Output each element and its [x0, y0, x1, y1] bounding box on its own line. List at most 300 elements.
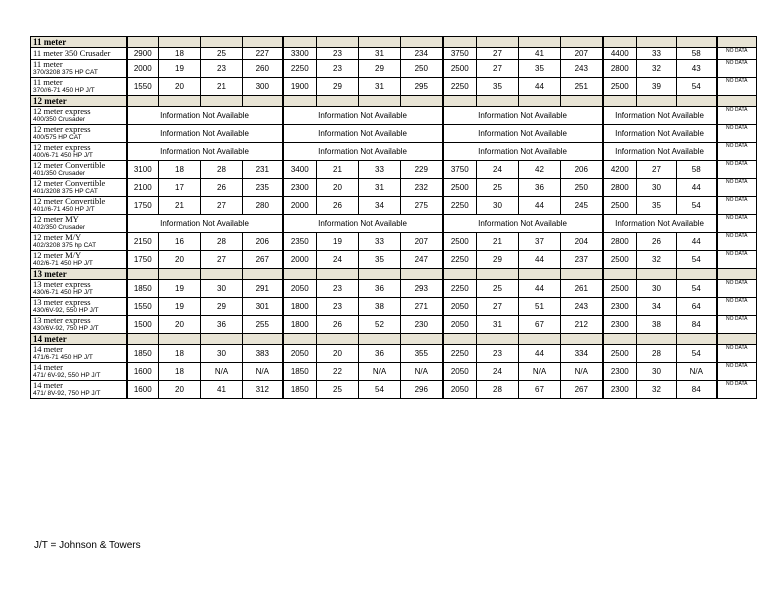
model-name: 12 meter express — [33, 142, 91, 152]
value-cell: 25 — [477, 280, 519, 298]
value-cell: 2100 — [127, 179, 159, 197]
section-spacer-cell — [159, 37, 201, 48]
model-name-cell — [31, 107, 127, 125]
value-cell: 31 — [477, 316, 519, 334]
value-cell: 2250 — [443, 345, 477, 363]
model-name: 13 meter express — [33, 279, 91, 289]
value-cell: 1850 — [283, 381, 317, 399]
model-name-cell — [31, 251, 127, 269]
section-spacer-cell — [201, 269, 243, 280]
no-data-cell: NO DATA — [717, 161, 757, 179]
model-name: 12 meter MY — [33, 214, 79, 224]
value-cell: 2050 — [283, 345, 317, 363]
model-engine: 471/ 8V-92, 750 HP J/T — [33, 390, 101, 397]
value-cell: 18 — [159, 363, 201, 381]
value-cell: 18 — [159, 345, 201, 363]
section-spacer-cell — [159, 269, 201, 280]
section-spacer-cell — [359, 334, 401, 345]
value-cell: 296 — [401, 381, 443, 399]
value-cell: 38 — [359, 298, 401, 316]
model-name-cell — [31, 161, 127, 179]
value-cell: 383 — [243, 345, 283, 363]
model-name-cell — [31, 363, 127, 381]
section-spacer-cell — [317, 334, 359, 345]
value-cell: 250 — [561, 179, 603, 197]
value-cell: 267 — [243, 251, 283, 269]
value-cell: 2500 — [603, 78, 637, 96]
value-cell: 19 — [317, 233, 359, 251]
value-cell: 229 — [401, 161, 443, 179]
model-name-cell — [31, 298, 127, 316]
value-cell: 260 — [243, 60, 283, 78]
section-spacer-cell — [359, 37, 401, 48]
value-cell: 44 — [677, 179, 717, 197]
value-cell: 28 — [201, 233, 243, 251]
not-available-cell: Information Not Available — [443, 125, 603, 143]
value-cell: 21 — [201, 78, 243, 96]
model-name-cell — [31, 345, 127, 363]
value-cell: 21 — [317, 161, 359, 179]
value-cell: 23 — [317, 280, 359, 298]
value-cell: 2500 — [603, 251, 637, 269]
section-spacer-cell — [717, 334, 757, 345]
model-engine: 430/6V-92, 750 HP J/T — [33, 325, 99, 332]
value-cell: 36 — [519, 179, 561, 197]
table-row — [31, 363, 757, 381]
value-cell: 28 — [477, 381, 519, 399]
value-cell: 2800 — [603, 60, 637, 78]
table-row — [31, 179, 757, 197]
model-engine: 400/6-71 450 HP J/T — [33, 152, 93, 159]
not-available-cell: Information Not Available — [127, 215, 283, 233]
model-name-cell — [31, 78, 127, 96]
model-name-cell — [31, 125, 127, 143]
section-spacer-cell — [317, 96, 359, 107]
value-cell: 204 — [561, 233, 603, 251]
value-cell: 18 — [159, 161, 201, 179]
value-cell: 25 — [317, 381, 359, 399]
value-cell: 36 — [359, 280, 401, 298]
section-spacer-cell — [519, 269, 561, 280]
section-spacer-cell — [283, 96, 317, 107]
section-spacer-cell — [401, 334, 443, 345]
value-cell: 41 — [201, 381, 243, 399]
not-available-cell: Information Not Available — [603, 125, 717, 143]
value-cell: 52 — [359, 316, 401, 334]
not-available-cell: Information Not Available — [443, 107, 603, 125]
value-cell: 24 — [477, 363, 519, 381]
model-name: 12 meter express — [33, 106, 91, 116]
section-spacer-cell — [561, 96, 603, 107]
value-cell: 2050 — [443, 298, 477, 316]
value-cell: 271 — [401, 298, 443, 316]
section-spacer-cell — [717, 37, 757, 48]
value-cell: 21 — [477, 233, 519, 251]
value-cell: 36 — [359, 345, 401, 363]
model-engine: 401//6-71 450 HP J/T — [33, 206, 95, 213]
value-cell: 2800 — [603, 179, 637, 197]
not-available-cell: Information Not Available — [443, 143, 603, 161]
no-data-cell: NO DATA — [717, 298, 757, 316]
value-cell: 27 — [477, 48, 519, 60]
table-row — [31, 298, 757, 316]
table-row — [31, 60, 757, 78]
model-engine: 401/350 Crusader — [33, 170, 86, 177]
value-cell: 64 — [677, 298, 717, 316]
model-name-cell — [31, 48, 127, 60]
no-data-cell: NO DATA — [717, 215, 757, 233]
section-spacer-cell — [637, 96, 677, 107]
value-cell: 2800 — [603, 233, 637, 251]
value-cell: 301 — [243, 298, 283, 316]
table-row — [31, 316, 757, 334]
value-cell: 2300 — [603, 381, 637, 399]
section-spacer-cell — [317, 269, 359, 280]
not-available-cell: Information Not Available — [283, 107, 443, 125]
section-header-row — [31, 96, 757, 107]
no-data-cell: NO DATA — [717, 48, 757, 60]
value-cell: 300 — [243, 78, 283, 96]
value-cell: 2250 — [443, 280, 477, 298]
value-cell: 42 — [519, 161, 561, 179]
section-spacer-cell — [717, 96, 757, 107]
value-cell: 30 — [637, 280, 677, 298]
value-cell: 295 — [401, 78, 443, 96]
value-cell: 30 — [637, 363, 677, 381]
value-cell: 44 — [519, 345, 561, 363]
value-cell: 32 — [637, 60, 677, 78]
model-engine: 400/575 HP CAT — [33, 134, 82, 141]
performance-table — [30, 36, 757, 399]
value-cell: 26 — [637, 233, 677, 251]
value-cell: 44 — [519, 251, 561, 269]
value-cell: 44 — [519, 197, 561, 215]
value-cell: 2000 — [127, 60, 159, 78]
table-row — [31, 197, 757, 215]
model-name: 12 meter M/Y — [33, 250, 82, 260]
not-available-cell: Information Not Available — [127, 143, 283, 161]
value-cell: 2350 — [283, 233, 317, 251]
value-cell: 34 — [359, 197, 401, 215]
value-cell: 2000 — [283, 251, 317, 269]
model-name-cell — [31, 179, 127, 197]
not-available-cell: Information Not Available — [603, 143, 717, 161]
section-spacer-cell — [443, 269, 477, 280]
value-cell: 27 — [201, 197, 243, 215]
value-cell: 26 — [317, 197, 359, 215]
no-data-cell: NO DATA — [717, 60, 757, 78]
value-cell: 2250 — [283, 60, 317, 78]
value-cell: 26 — [317, 316, 359, 334]
value-cell: 23 — [317, 48, 359, 60]
section-spacer-cell — [201, 96, 243, 107]
not-available-cell: Information Not Available — [603, 215, 717, 233]
value-cell: 243 — [561, 298, 603, 316]
model-name: 12 meter Convertible — [33, 160, 106, 170]
value-cell: 235 — [243, 179, 283, 197]
value-cell: 23 — [201, 60, 243, 78]
value-cell: 2300 — [603, 298, 637, 316]
value-cell: 39 — [637, 78, 677, 96]
not-available-cell: Information Not Available — [603, 107, 717, 125]
value-cell: 2250 — [443, 197, 477, 215]
value-cell: 20 — [159, 251, 201, 269]
no-data-cell: NO DATA — [717, 143, 757, 161]
value-cell: 2000 — [283, 197, 317, 215]
value-cell: 1800 — [283, 316, 317, 334]
value-cell: 1600 — [127, 363, 159, 381]
section-spacer-cell — [677, 334, 717, 345]
model-engine: 430/6-71 450 HP J/T — [33, 289, 93, 296]
value-cell: 32 — [637, 381, 677, 399]
section-spacer-cell — [637, 269, 677, 280]
no-data-cell: NO DATA — [717, 107, 757, 125]
table-row — [31, 215, 757, 233]
value-cell: 23 — [317, 298, 359, 316]
model-name: 14 meter — [33, 380, 63, 390]
value-cell: 230 — [401, 316, 443, 334]
value-cell: 261 — [561, 280, 603, 298]
table-row — [31, 161, 757, 179]
value-cell: 312 — [243, 381, 283, 399]
value-cell: 2050 — [443, 363, 477, 381]
not-available-cell: Information Not Available — [283, 215, 443, 233]
footnote: J/T = Johnson & Towers — [34, 540, 141, 551]
section-spacer-cell — [561, 269, 603, 280]
value-cell: 334 — [561, 345, 603, 363]
section-spacer-cell — [201, 37, 243, 48]
value-cell: 27 — [477, 298, 519, 316]
value-cell: 36 — [201, 316, 243, 334]
value-cell: 16 — [159, 233, 201, 251]
value-cell: 231 — [243, 161, 283, 179]
value-cell: 54 — [677, 197, 717, 215]
value-cell: 2300 — [603, 316, 637, 334]
value-cell: 267 — [561, 381, 603, 399]
section-spacer-cell — [127, 269, 159, 280]
table-row — [31, 381, 757, 399]
section-spacer-cell — [477, 37, 519, 48]
value-cell: 293 — [401, 280, 443, 298]
section-spacer-cell — [243, 37, 283, 48]
value-cell: 2500 — [443, 179, 477, 197]
section-spacer-cell — [401, 37, 443, 48]
value-cell: 44 — [519, 78, 561, 96]
value-cell: 29 — [317, 78, 359, 96]
value-cell: 3400 — [283, 161, 317, 179]
table-row — [31, 107, 757, 125]
section-spacer-cell — [677, 37, 717, 48]
value-cell: 1550 — [127, 78, 159, 96]
model-engine: 402/350 Crusader — [33, 224, 86, 231]
value-cell: 37 — [519, 233, 561, 251]
value-cell: 2500 — [603, 280, 637, 298]
value-cell: 27 — [201, 251, 243, 269]
model-engine: 402/6-71 450 HP J/T — [33, 260, 93, 267]
section-spacer-cell — [359, 269, 401, 280]
model-engine: 471/6-71 450 HP J/T — [33, 354, 93, 361]
no-data-cell: NO DATA — [717, 125, 757, 143]
value-cell: 24 — [317, 251, 359, 269]
no-data-cell: NO DATA — [717, 280, 757, 298]
value-cell: 2050 — [443, 316, 477, 334]
value-cell: 2500 — [603, 197, 637, 215]
value-cell: 58 — [677, 161, 717, 179]
value-cell: 1850 — [127, 280, 159, 298]
value-cell: 227 — [243, 48, 283, 60]
section-spacer-cell — [477, 96, 519, 107]
model-name-cell — [31, 381, 127, 399]
section-header-row — [31, 269, 757, 280]
value-cell: 19 — [159, 280, 201, 298]
value-cell: N/A — [677, 363, 717, 381]
section-spacer-cell — [159, 96, 201, 107]
value-cell: 84 — [677, 316, 717, 334]
section-title: 13 meter — [31, 269, 127, 280]
table-row — [31, 280, 757, 298]
model-name: 13 meter express — [33, 315, 91, 325]
not-available-cell: Information Not Available — [443, 215, 603, 233]
value-cell: 1750 — [127, 197, 159, 215]
value-cell: 20 — [159, 78, 201, 96]
section-spacer-cell — [561, 334, 603, 345]
value-cell: 32 — [637, 251, 677, 269]
section-spacer-cell — [677, 269, 717, 280]
model-name: 13 meter express — [33, 297, 91, 307]
value-cell: 3100 — [127, 161, 159, 179]
value-cell: 19 — [159, 298, 201, 316]
value-cell: 33 — [637, 48, 677, 60]
value-cell: 54 — [677, 280, 717, 298]
not-available-cell: Information Not Available — [283, 125, 443, 143]
section-spacer-cell — [443, 96, 477, 107]
value-cell: 28 — [201, 161, 243, 179]
no-data-cell: NO DATA — [717, 78, 757, 96]
section-spacer-cell — [201, 334, 243, 345]
value-cell: 54 — [677, 345, 717, 363]
table-row — [31, 125, 757, 143]
section-spacer-cell — [477, 269, 519, 280]
value-cell: 212 — [561, 316, 603, 334]
model-name-cell — [31, 233, 127, 251]
value-cell: 51 — [519, 298, 561, 316]
value-cell: N/A — [561, 363, 603, 381]
model-name-cell — [31, 280, 127, 298]
value-cell: N/A — [401, 363, 443, 381]
value-cell: 35 — [359, 251, 401, 269]
section-spacer-cell — [159, 334, 201, 345]
value-cell: 2250 — [443, 78, 477, 96]
value-cell: 250 — [401, 60, 443, 78]
value-cell: 207 — [401, 233, 443, 251]
value-cell: 44 — [519, 280, 561, 298]
section-spacer-cell — [243, 96, 283, 107]
no-data-cell: NO DATA — [717, 345, 757, 363]
value-cell: 43 — [677, 60, 717, 78]
section-spacer-cell — [603, 37, 637, 48]
value-cell: 251 — [561, 78, 603, 96]
value-cell: 31 — [359, 179, 401, 197]
no-data-cell: NO DATA — [717, 197, 757, 215]
value-cell: 21 — [159, 197, 201, 215]
section-title: 12 meter — [31, 96, 127, 107]
value-cell: 207 — [561, 48, 603, 60]
value-cell: 206 — [243, 233, 283, 251]
section-title: 14 meter — [31, 334, 127, 345]
model-name: 12 meter express — [33, 124, 91, 134]
no-data-cell: NO DATA — [717, 381, 757, 399]
value-cell: 2900 — [127, 48, 159, 60]
value-cell: 275 — [401, 197, 443, 215]
model-name: 12 meter Convertible — [33, 178, 106, 188]
value-cell: 2300 — [283, 179, 317, 197]
model-engine: 401/3208 375 HP CAT — [33, 188, 98, 195]
value-cell: 23 — [477, 345, 519, 363]
value-cell: 20 — [317, 179, 359, 197]
section-spacer-cell — [283, 334, 317, 345]
model-engine: 400/350 Crusader — [33, 116, 86, 123]
not-available-cell: Information Not Available — [283, 143, 443, 161]
value-cell: 247 — [401, 251, 443, 269]
value-cell: 54 — [677, 251, 717, 269]
model-engine: 402/3208 375 hp CAT — [33, 242, 97, 249]
section-spacer-cell — [519, 96, 561, 107]
model-name: 11 meter — [33, 59, 63, 69]
section-spacer-cell — [477, 334, 519, 345]
value-cell: 29 — [477, 251, 519, 269]
value-cell: 2050 — [443, 381, 477, 399]
model-name-cell — [31, 215, 127, 233]
value-cell: 1750 — [127, 251, 159, 269]
model-name: 12 meter Convertible — [33, 196, 106, 206]
value-cell: 3750 — [443, 48, 477, 60]
value-cell: N/A — [201, 363, 243, 381]
value-cell: 355 — [401, 345, 443, 363]
section-spacer-cell — [401, 96, 443, 107]
section-spacer-cell — [243, 269, 283, 280]
value-cell: 44 — [677, 233, 717, 251]
value-cell: 67 — [519, 381, 561, 399]
value-cell: 232 — [401, 179, 443, 197]
no-data-cell: NO DATA — [717, 316, 757, 334]
table-row — [31, 78, 757, 96]
value-cell: 58 — [677, 48, 717, 60]
value-cell: 2500 — [603, 345, 637, 363]
value-cell: 1600 — [127, 381, 159, 399]
value-cell: 3300 — [283, 48, 317, 60]
value-cell: 234 — [401, 48, 443, 60]
section-spacer-cell — [243, 334, 283, 345]
value-cell: 24 — [477, 161, 519, 179]
value-cell: 1500 — [127, 316, 159, 334]
model-name-cell — [31, 60, 127, 78]
value-cell: 28 — [637, 345, 677, 363]
value-cell: 31 — [359, 48, 401, 60]
section-spacer-cell — [519, 334, 561, 345]
not-available-cell: Information Not Available — [127, 107, 283, 125]
value-cell: 23 — [317, 60, 359, 78]
value-cell: 1800 — [283, 298, 317, 316]
table-row — [31, 345, 757, 363]
value-cell: 18 — [159, 48, 201, 60]
value-cell: N/A — [359, 363, 401, 381]
value-cell: 291 — [243, 280, 283, 298]
value-cell: 29 — [201, 298, 243, 316]
value-cell: 245 — [561, 197, 603, 215]
value-cell: 54 — [359, 381, 401, 399]
value-cell: 1900 — [283, 78, 317, 96]
model-name-cell — [31, 316, 127, 334]
